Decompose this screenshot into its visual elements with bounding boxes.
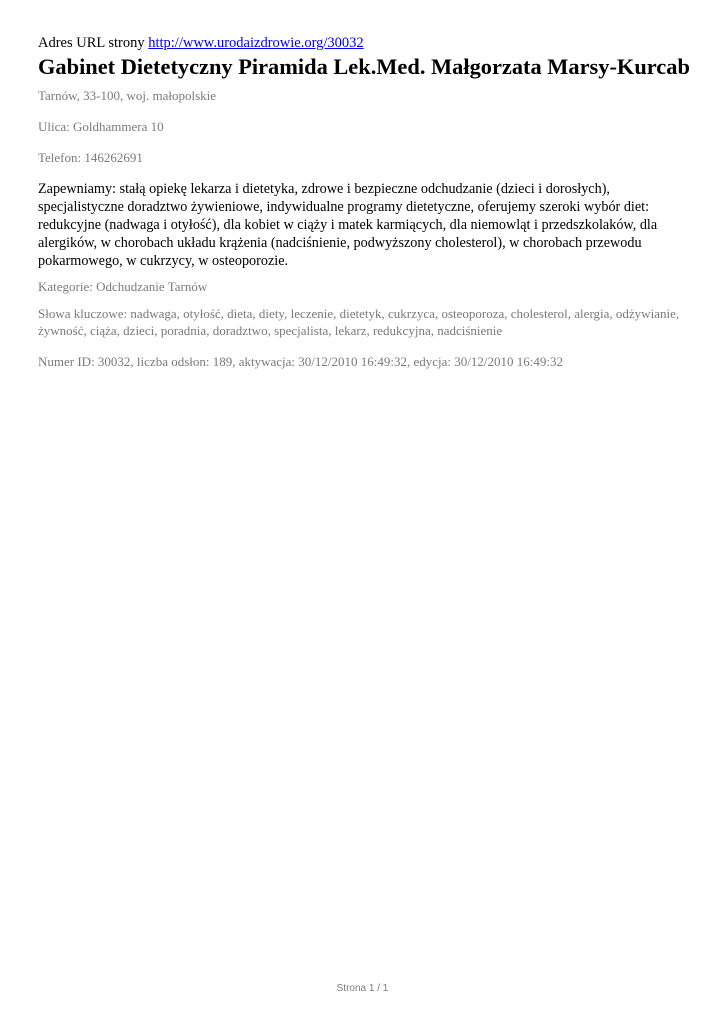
- page-number: Strona 1 / 1: [336, 983, 389, 994]
- phone-text: Telefon: 146262691: [38, 150, 143, 165]
- location-text: Tarnów, 33-100, woj. małopolskie: [38, 88, 217, 103]
- page-title: Gabinet Dietetyczny Piramida Lek.Med. Małgorzata Marsy-Kurcab: [38, 54, 690, 79]
- url-label: Adres URL strony: [38, 35, 145, 51]
- document-page: [38, 34, 688, 384]
- description-text: Zapewniamy: stałą opiekę lekarza i dietetyka, zdrowe i bezpieczne odchudzanie (dzieci i dorosłych), specjalistyczne doradztwo żywieniowe, indywidualne programy dietetyczne, oferujemy szeroki wybór diet: redukcyjne (nadwaga i otyłość), dla kobiet w ciąży i matek karmiących, dla niemowląt i przedszkolaków, dla alergików, w chorobach układu krążenia (nadciśnienie, podwyższony cholesterol), w chorobach przewodu pokarmowego, w cukrzycy, w osteoporozie.: [38, 181, 658, 269]
- keywords-text: Słowa kluczowe: nadwaga, otyłość, dieta, diety, leczenie, dietetyk, cukrzyca, osteoporoza, cholesterol, alergia, odżywianie, żywność, ciąża, dzieci, poradnia, doradztwo, specjalista, lekarz, redukcyjna, nadciśnienie: [38, 306, 680, 338]
- url-link[interactable]: http://www.urodaizdrowie.org/30032: [148, 35, 364, 51]
- street-text: Ulica: Goldhammera 10: [38, 119, 164, 134]
- category-text: Kategorie: Odchudzanie Tarnów: [38, 279, 208, 294]
- record-info-text: Numer ID: 30032, liczba odsłon: 189, aktywacja: 30/12/2010 16:49:32, edycja: 30/12/2010 16:49:32: [38, 354, 563, 369]
- url-line: [38, 34, 688, 53]
